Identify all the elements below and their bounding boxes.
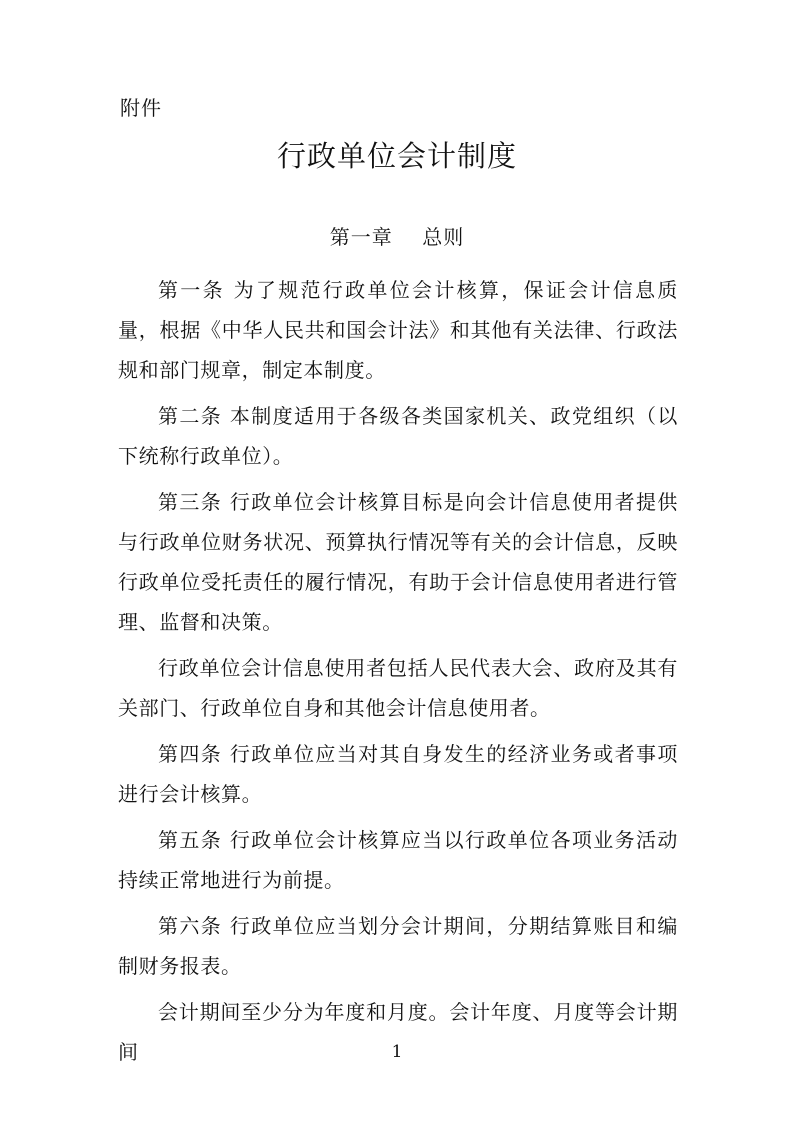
article-6-continuation-paragraph: 会计期间至少分为年度和月度。会计年度、月度等会计期间 (118, 1000, 678, 1064)
attachment-label: 附件 (120, 96, 162, 120)
article-3-paragraph: 第三条 行政单位会计核算目标是向会计信息使用者提供与行政单位财务状况、预算执行情况等有关的会计信息，反映行政单位受托责任的履行情况，有助于会计信息使用者进行管理、监督和决策。 (118, 490, 678, 634)
page-number: 1 (391, 1042, 403, 1062)
article-2-paragraph: 第二条 本制度适用于各级各类国家机关、政党组织（以下统称行政单位）。 (118, 404, 678, 468)
article-3-continuation-paragraph: 行政单位会计信息使用者包括人民代表大会、政府及其有关部门、行政单位自身和其他会计信息使用者。 (118, 656, 678, 720)
article-6-paragraph: 第六条 行政单位应当划分会计期间，分期结算账目和编制财务报表。 (118, 914, 678, 978)
article-1-paragraph: 第一条 为了规范行政单位会计核算，保证会计信息质量，根据《中华人民共和国会计法》和其他有关法律、行政法规和部门规章，制定本制度。 (118, 278, 678, 382)
article-5-paragraph: 第五条 行政单位会计核算应当以行政单位各项业务活动持续正常地进行为前提。 (118, 828, 678, 892)
document-title: 行政单位会计制度 (276, 139, 517, 173)
document-body (118, 270, 678, 1078)
chapter-title: 第一章 总则 (329, 225, 465, 249)
article-4-paragraph: 第四条 行政单位应当对其自身发生的经济业务或者事项进行会计核算。 (118, 742, 678, 806)
